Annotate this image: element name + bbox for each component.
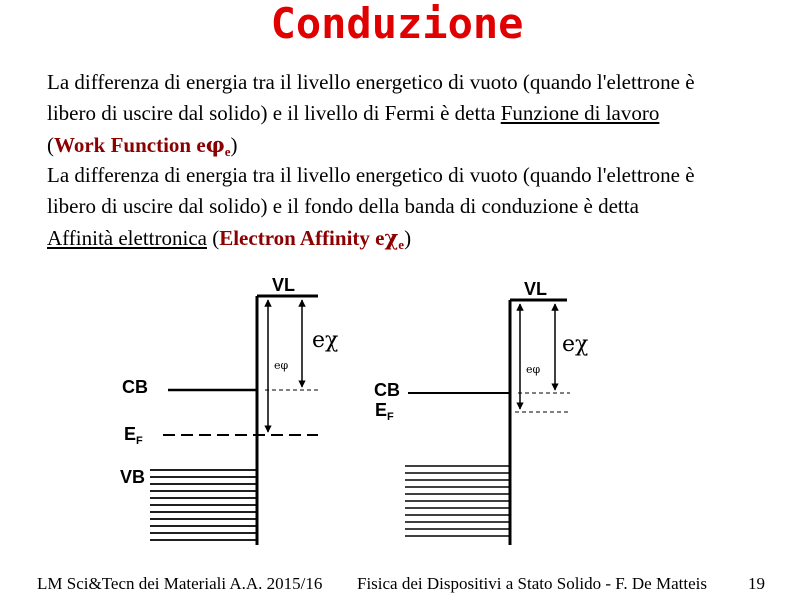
footer-course: LM Sci&Tecn dei Materiali A.A. 2015/16: [37, 574, 323, 593]
valence-band-fill: [405, 466, 510, 536]
fermi-label: $E_F$: [375, 400, 394, 423]
electron-affinity-term: Affinità elettronica: [47, 226, 207, 250]
work-function-label: eφ: [274, 359, 289, 372]
electron-affinity-label: eχ: [312, 328, 339, 353]
vl-label: VL: [272, 275, 296, 295]
cb-label: CB: [122, 377, 148, 397]
vl-label: VL: [524, 279, 548, 299]
work-function-label: eφ: [526, 363, 541, 376]
electron-affinity-english: Electron Affinity e: [219, 226, 385, 250]
metal-band-diagram: [120, 275, 338, 545]
cb-label: CB: [374, 380, 400, 400]
paragraph-text: La differenza di energia tra il livello energetico di vuoto (quando l'elettrone è libero di uscire dal solido) e il fondo della banda di conduzione è detta: [47, 163, 695, 218]
slide-title: Conduzione: [270, 0, 524, 48]
electron-affinity-paragraph: La differenza di energia tra il livello energetico di vuoto (quando l'elettrone è libero di uscire dal solido) e il fondo della banda di conduzione è detta Affinità elettronica (Electron Affinity $e\chi_e$): [47, 163, 695, 252]
phi-symbol: φ: [205, 132, 225, 157]
electron-affinity-label: eχ: [562, 332, 589, 357]
vb-label: VB: [120, 467, 146, 487]
chi-symbol: χ: [384, 225, 399, 250]
semiconductor-band-diagram: [374, 279, 588, 545]
page-number: 19: [748, 574, 765, 593]
work-function-term: Funzione di lavoro: [500, 101, 660, 125]
fermi-label: $E_F$: [124, 424, 143, 447]
work-function-paragraph: La differenza di energia tra il livello energetico di vuoto (quando l'elettrone è libero di uscire dal solido) e il livello di Fermi è detta Funzione di lavoro (Work Function $e\varphi_e$): [47, 70, 695, 159]
valence-band-fill: [150, 470, 257, 540]
footer-author: Fisica dei Dispositivi a Stato Solido - F. De Matteis: [357, 574, 707, 593]
work-function-english: Work Function e: [54, 133, 206, 157]
paragraph-text: La differenza di energia tra il livello energetico di vuoto (quando l'elettrone è libero di uscire dal solido) e il livello di Fermi è detta: [47, 70, 695, 125]
